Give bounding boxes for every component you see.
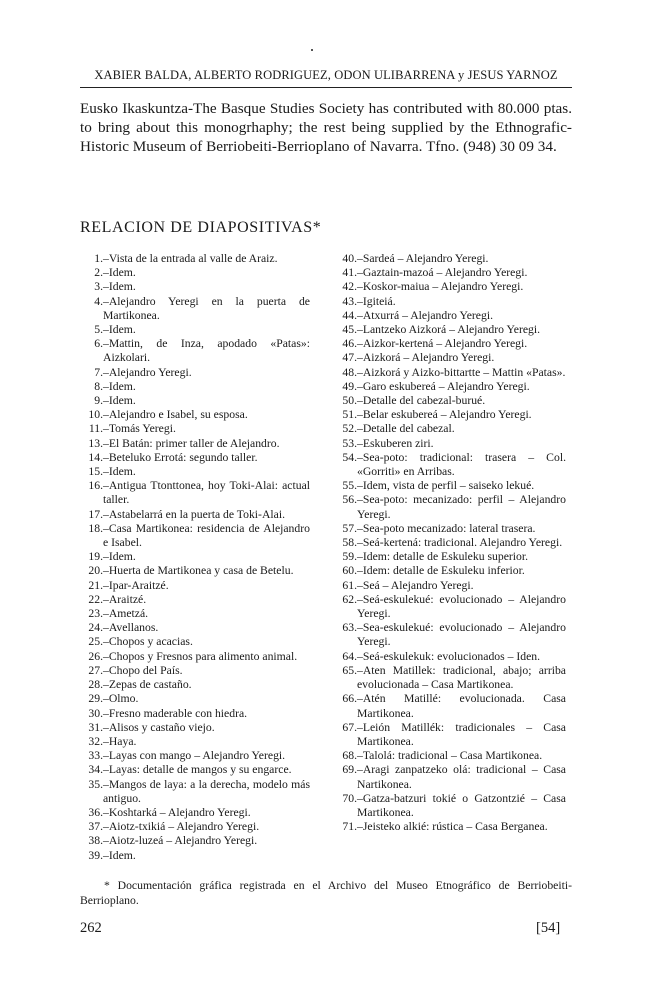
item-text: –Idem, vista de perfil – saiseko lekué. — [357, 479, 535, 493]
item-text: –Idem. — [103, 280, 136, 294]
item-number: 38. — [88, 834, 103, 848]
item-text: –Garo eskubereá – Alejandro Yeregi. — [357, 379, 530, 393]
header-rule — [80, 87, 572, 88]
item-text: –Mattin, de Inza, apodado «Patas»: Aizkolari. — [103, 337, 310, 365]
item-number: 67. — [342, 720, 357, 734]
item-number: 43. — [342, 294, 357, 308]
item-number: 52. — [342, 422, 357, 436]
item-text: –Aragi zanpatzeko olá: tradicional – Casa Nartikonea. — [357, 763, 566, 791]
list-item — [80, 721, 310, 735]
item-number: 20. — [88, 564, 103, 578]
item-text: –El Batán: primer taller de Alejandro. — [103, 436, 280, 450]
list-item — [80, 366, 310, 380]
page-number: 262 — [80, 920, 102, 936]
item-text: –Alejandro Yeregi. — [103, 365, 192, 379]
item-text: –Atxurrá – Alejandro Yeregi. — [357, 308, 494, 322]
list-item — [334, 479, 566, 493]
list-item — [80, 778, 310, 806]
list-item — [80, 635, 310, 649]
item-number: 65. — [342, 663, 357, 677]
item-number: 7. — [94, 365, 103, 379]
item-text: –Chopo del País. — [103, 663, 183, 677]
item-text: –Lantzeko Aizkorá – Alejandro Yeregi. — [357, 323, 541, 337]
list-item — [334, 493, 566, 521]
item-number: 22. — [88, 592, 103, 606]
list-item — [334, 252, 566, 266]
item-text: –Astabelarrá en la puerta de Toki-Alai. — [103, 507, 285, 521]
page-section-number: [54] — [536, 920, 561, 936]
item-number: 21. — [88, 578, 103, 592]
item-text: –Koskor-maiua – Alejandro Yeregi. — [357, 280, 524, 294]
list-item — [80, 564, 310, 578]
item-number: 11. — [88, 422, 103, 436]
item-text: –Alisos y castaño viejo. — [103, 720, 215, 734]
item-number: 33. — [88, 749, 103, 763]
item-number: 46. — [342, 337, 357, 351]
list-item — [80, 380, 310, 394]
list-item — [334, 309, 566, 323]
item-number: 23. — [88, 607, 103, 621]
list-item — [80, 323, 310, 337]
section-title: RELACION DE DIAPOSITIVAS* — [80, 219, 322, 236]
item-number: 55. — [342, 479, 357, 493]
item-text: –Layas con mango – Alejandro Yeregi. — [103, 749, 286, 763]
item-text: –Aizkorá – Alejandro Yeregi. — [357, 351, 495, 365]
item-number: 28. — [88, 678, 103, 692]
item-text: –Beteluko Errotá: segundo taller. — [103, 450, 258, 464]
item-text: –Zepas de castaño. — [103, 678, 192, 692]
item-text: –Chopos y acacias. — [103, 635, 193, 649]
list-item — [334, 366, 566, 380]
item-text: –Idem. — [103, 394, 136, 408]
item-text: –Layas: detalle de mangos y su engarce. — [103, 763, 292, 777]
list-item — [334, 564, 566, 578]
list-item — [334, 437, 566, 451]
list-item — [80, 607, 310, 621]
item-number: 35. — [88, 777, 103, 791]
item-number: 60. — [342, 564, 357, 578]
list-item — [80, 749, 310, 763]
intro-paragraph: Eusko Ikaskuntza-The Basque Studies Society has contributed with 80.000 ptas. to bring about this monogrhaphy; the rest being supplied by the Ethnografic-Historic Museum of Berriobeiti-Berrioplano of Navarra. Tfno. (948) 30 09 34. — [80, 100, 572, 155]
list-item — [80, 451, 310, 465]
list-item — [334, 266, 566, 280]
item-number: 15. — [88, 465, 103, 479]
list-item — [334, 749, 566, 763]
item-number: 16. — [88, 479, 103, 493]
list-item — [80, 579, 310, 593]
item-text: –Vista de la entrada al valle de Araiz. — [103, 252, 278, 265]
item-number: 27. — [88, 663, 103, 677]
item-text: –Atén Matillé: evolucionada. Casa Martikonea. — [357, 692, 566, 720]
footnote-text: * Documentación gráfica registrada en el Archivo del Museo Etnográfico de Berriobeiti-Berrioplano. — [80, 879, 572, 907]
item-text: –Olmo. — [103, 692, 139, 706]
list-item — [80, 806, 310, 820]
item-number: 14. — [88, 450, 103, 464]
footnote — [80, 878, 572, 908]
list-item — [334, 295, 566, 309]
running-header: XABIER BALDA, ALBERTO RODRIGUEZ, ODON ULIBARRENA y JESUS YARNOZ — [94, 68, 558, 82]
list-item — [80, 763, 310, 777]
item-number: 50. — [342, 394, 357, 408]
list-item — [334, 763, 566, 791]
item-text: –Igiteiá. — [357, 294, 396, 308]
item-number: 40. — [342, 252, 357, 265]
list-item — [80, 394, 310, 408]
list-item — [334, 650, 566, 664]
list-item — [80, 735, 310, 749]
item-text: –Haya. — [103, 734, 137, 748]
item-text: –Gaztain-mazoá – Alejandro Yeregi. — [357, 266, 528, 280]
item-number: 34. — [88, 763, 103, 777]
item-number: 41. — [342, 266, 357, 280]
item-number: 24. — [88, 621, 103, 635]
item-number: 51. — [342, 408, 357, 422]
item-text: –Antigua Ttonttonea, hoy Toki-Alai: actual taller. — [103, 479, 310, 507]
item-number: 9. — [94, 394, 103, 408]
list-item — [334, 792, 566, 820]
list-item — [80, 479, 310, 507]
list-item — [80, 295, 310, 323]
item-number: 61. — [342, 578, 357, 592]
item-number: 66. — [342, 692, 357, 706]
list-item — [334, 337, 566, 351]
item-number: 68. — [342, 749, 357, 763]
item-text: –Belar eskubereá – Alejandro Yeregi. — [357, 408, 532, 422]
list-item — [334, 280, 566, 294]
item-number: 47. — [342, 351, 357, 365]
item-number: 53. — [342, 436, 357, 450]
item-text: –Detalle del cabezal-burué. — [357, 394, 486, 408]
list-item — [334, 621, 566, 649]
list-item — [334, 422, 566, 436]
item-number: 18. — [88, 521, 103, 535]
item-text: –Araitzé. — [103, 592, 147, 606]
item-text: –Talolá: tradicional – Casa Martikonea. — [357, 749, 543, 763]
item-text: –Sea-poto mecanizado: lateral trasera. — [357, 521, 536, 535]
item-text: –Idem: detalle de Eskuleku inferior. — [357, 564, 525, 578]
list-item — [334, 408, 566, 422]
list-item — [80, 408, 310, 422]
list-item — [334, 664, 566, 692]
list-item — [80, 550, 310, 564]
item-text: –Seá-eskulekuk: evolucionados – Iden. — [357, 649, 541, 663]
item-text: –Idem. — [103, 266, 136, 280]
item-text: –Sea-poto: mecanizado: perfil – Alejandro Yeregi. — [357, 493, 566, 521]
item-text: –Aiotz-luzeá – Alejandro Yeregi. — [103, 834, 258, 848]
list-item — [334, 380, 566, 394]
item-number: 59. — [342, 550, 357, 564]
list-item — [80, 252, 310, 266]
slide-list-left-column — [80, 252, 310, 863]
item-number: 44. — [342, 308, 357, 322]
page-speck — [311, 49, 313, 51]
item-text: –Leión Matillék: tradicionales – Casa Martikonea. — [357, 720, 566, 748]
list-item — [80, 707, 310, 721]
item-text: –Aten Matillek: tradicional, abajo; arriba evolucionada – Casa Martikonea. — [357, 663, 566, 692]
list-item — [80, 849, 310, 863]
list-item — [80, 678, 310, 692]
item-text: –Ametzá. — [103, 607, 149, 621]
item-number: 62. — [342, 592, 357, 606]
list-item — [80, 820, 310, 834]
item-number: 32. — [88, 734, 103, 748]
item-text: –Detalle del cabezal. — [357, 422, 455, 436]
item-text: –Tomás Yeregi. — [103, 422, 176, 436]
item-text: –Jeisteko alkié: rústica – Casa Berganea. — [357, 820, 548, 834]
item-number: 1. — [94, 252, 103, 265]
item-number: 56. — [342, 493, 357, 507]
item-number: 54. — [342, 450, 357, 464]
list-item — [334, 593, 566, 621]
item-number: 29. — [88, 692, 103, 706]
list-item — [334, 394, 566, 408]
list-item — [334, 820, 566, 834]
item-text: –Aiotz-txikiá – Alejandro Yeregi. — [103, 820, 260, 834]
item-text: –Alejandro Yeregi en la puerta de Martikonea. — [103, 294, 310, 322]
item-number: 63. — [342, 621, 357, 635]
item-text: –Seá – Alejandro Yeregi. — [357, 578, 474, 592]
list-item — [334, 721, 566, 749]
item-number: 25. — [88, 635, 103, 649]
item-text: –Idem. — [103, 848, 136, 862]
list-item — [80, 508, 310, 522]
list-item — [80, 266, 310, 280]
item-text: –Seá-kertená: tradicional. Alejandro Yeregi. — [357, 536, 563, 550]
item-text: –Casa Martikonea: residencia de Alejandro e Isabel. — [103, 521, 310, 550]
list-item — [80, 522, 310, 550]
item-text: –Chopos y Fresnos para alimento animal. — [103, 649, 298, 663]
item-number: 17. — [88, 507, 103, 521]
list-item — [334, 451, 566, 479]
item-text: –Idem. — [103, 323, 136, 337]
item-number: 31. — [88, 720, 103, 734]
item-text: –Idem: detalle de Eskuleku superior. — [357, 550, 529, 564]
item-text: –Ipar-Araitzé. — [103, 578, 169, 592]
list-item — [80, 465, 310, 479]
item-number: 71. — [342, 820, 357, 834]
list-item — [80, 692, 310, 706]
item-number: 4. — [94, 294, 103, 308]
list-item — [80, 621, 310, 635]
item-number: 5. — [94, 323, 103, 337]
list-item — [334, 522, 566, 536]
list-item — [80, 664, 310, 678]
item-text: –Aizkor-kertená – Alejandro Yeregi. — [357, 337, 528, 351]
item-text: –Idem. — [103, 465, 136, 479]
item-text: –Sardeá – Alejandro Yeregi. — [357, 252, 489, 265]
item-text: –Gatza-batzuri tokié o Gatzontzié – Casa Martikonea. — [357, 791, 566, 819]
list-item — [80, 834, 310, 848]
item-number: 10. — [88, 408, 103, 422]
item-number: 45. — [342, 323, 357, 337]
item-text: –Sea-poto: tradicional: trasera – Col. «Gorriti» en Arribas. — [357, 450, 566, 479]
item-number: 8. — [94, 379, 103, 393]
item-text: –Seá-eskulekué: evolucionado – Alejandro Yeregi. — [357, 592, 566, 621]
item-text: –Avellanos. — [103, 621, 159, 635]
item-number: 19. — [88, 550, 103, 564]
list-item — [80, 280, 310, 294]
item-text: –Idem. — [103, 379, 136, 393]
item-number: 70. — [342, 791, 357, 805]
item-number: 13. — [88, 436, 103, 450]
list-item — [334, 323, 566, 337]
list-item — [334, 692, 566, 720]
item-number: 30. — [88, 706, 103, 720]
list-item — [80, 337, 310, 365]
item-text: –Koshtarká – Alejandro Yeregi. — [103, 805, 251, 819]
list-item — [80, 437, 310, 451]
list-item — [334, 550, 566, 564]
item-number: 49. — [342, 379, 357, 393]
list-item — [334, 351, 566, 365]
item-text: –Fresno maderable con hiedra. — [103, 706, 248, 720]
item-number: 26. — [88, 649, 103, 663]
item-number: 36. — [88, 805, 103, 819]
item-number: 64. — [342, 649, 357, 663]
item-number: 37. — [88, 820, 103, 834]
slide-list-right-column — [334, 252, 566, 834]
item-text: –Huerta de Martikonea y casa de Betelu. — [103, 564, 294, 578]
item-number: 69. — [342, 763, 357, 777]
item-number: 39. — [88, 848, 103, 862]
item-text: –Mangos de laya: a la derecha, modelo más antiguo. — [103, 777, 310, 805]
list-item — [334, 579, 566, 593]
item-text: –Aizkorá y Aizko-bittartte – Mattin «Patas». — [357, 365, 566, 379]
list-item — [334, 536, 566, 550]
item-number: 58. — [342, 536, 357, 550]
item-number: 48. — [342, 365, 357, 379]
item-text: –Idem. — [103, 550, 136, 564]
item-number: 57. — [342, 521, 357, 535]
item-number: 6. — [94, 337, 103, 351]
list-item — [80, 593, 310, 607]
list-item — [80, 650, 310, 664]
item-text: –Sea-eskulekué: evolucionado – Alejandro Yeregi. — [357, 621, 566, 649]
item-number: 42. — [342, 280, 357, 294]
item-text: –Alejandro e Isabel, su esposa. — [103, 408, 248, 422]
item-text: –Eskuberen ziri. — [357, 436, 434, 450]
item-number: 2. — [94, 266, 103, 280]
list-item — [80, 422, 310, 436]
item-number: 3. — [94, 280, 103, 294]
